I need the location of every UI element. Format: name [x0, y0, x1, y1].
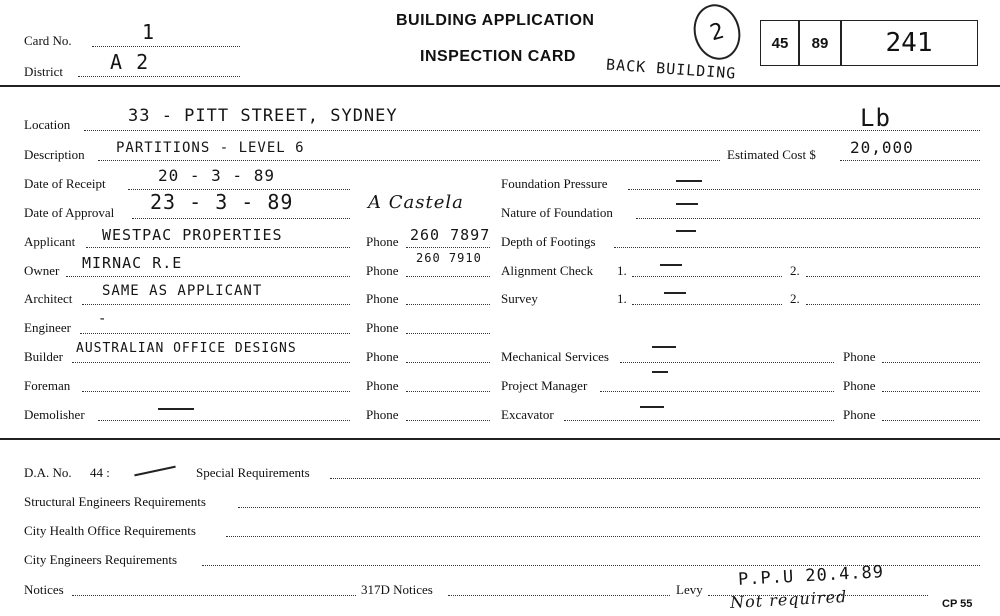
form-title-line2: INSPECTION CARD — [420, 48, 576, 65]
mechanical-services-label: Mechanical Services — [501, 349, 609, 364]
notices-line — [72, 595, 356, 596]
depth-of-footings-line — [614, 247, 980, 248]
demolisher-phone-line — [406, 420, 490, 421]
estimated-cost-label: Estimated Cost $ — [727, 147, 816, 162]
levy-label: Levy — [676, 582, 703, 597]
alignment-check-dash — [660, 264, 682, 266]
date-of-approval-value: 23 - 3 - 89 — [150, 190, 294, 214]
notices-label: Notices — [24, 582, 64, 597]
notices-317d-label: 317D Notices — [361, 582, 433, 597]
demolisher-phone-label: Phone — [366, 407, 399, 422]
nature-of-foundation-dash — [676, 203, 698, 205]
project-manager-line — [600, 391, 834, 392]
estimated-cost-value: 20,000 — [850, 138, 914, 157]
levy-value: P.P.U 20.4.89 — [737, 562, 885, 590]
foreman-label: Foreman — [24, 378, 71, 393]
description-line — [98, 160, 720, 161]
survey-line1 — [632, 304, 782, 305]
form-title-line1: BUILDING APPLICATION — [396, 12, 595, 29]
mechanical-services-dash — [652, 346, 676, 348]
city-health-line — [226, 536, 980, 537]
district-label: District — [24, 64, 63, 79]
excavator-label: Excavator — [501, 407, 554, 422]
date-of-receipt-value: 20 - 3 - 89 — [158, 166, 275, 185]
building-note: BACK BUILDING — [605, 55, 737, 83]
owner-label: Owner — [24, 263, 60, 278]
foreman-line — [82, 391, 350, 392]
demolisher-label: Demolisher — [24, 407, 85, 422]
da-no-value: 44 : — [90, 465, 110, 480]
district-value: A 2 — [110, 50, 150, 74]
architect-label: Architect — [24, 291, 73, 306]
builder-phone-label: Phone — [366, 349, 399, 364]
code-box-3: 241 — [840, 20, 978, 66]
survey-label: Survey — [501, 291, 538, 306]
description-label: Description — [24, 147, 85, 162]
applicant-label: Applicant — [24, 234, 76, 249]
foreman-phone-label: Phone — [366, 378, 399, 393]
owner-phone-value: 260 7910 — [416, 251, 482, 265]
builder-line — [72, 362, 350, 363]
structural-engineers-line — [238, 507, 980, 508]
project-manager-phone-line — [882, 391, 980, 392]
project-manager-dash — [652, 371, 668, 373]
owner-line — [66, 276, 350, 277]
code-box-1: 45 — [760, 20, 800, 66]
demolisher-line — [98, 420, 350, 421]
engineer-label: Engineer — [24, 320, 71, 335]
project-manager-label: Project Manager — [501, 378, 588, 393]
project-manager-phone-label: Phone — [843, 378, 876, 393]
mechanical-services-phone-line — [882, 362, 980, 363]
card-no-label: Card No. — [24, 33, 72, 48]
architect-phone-label: Phone — [366, 291, 399, 306]
architect-line — [82, 304, 350, 305]
date-of-receipt-label: Date of Receipt — [24, 176, 106, 191]
alignment-check-num2: 2. — [790, 263, 800, 278]
architect-phone-line — [406, 304, 490, 305]
owner-value: MIRNAC R.E — [82, 254, 183, 272]
approval-signature: A Castela — [368, 192, 464, 213]
applicant-phone-value: 260 7897 — [410, 226, 491, 244]
engineer-phone-label: Phone — [366, 320, 399, 335]
da-no-label: D.A. No. — [24, 465, 72, 480]
structural-engineers-label: Structural Engineers Requirements — [24, 494, 206, 509]
date-of-approval-line — [132, 218, 350, 219]
code-box-2: 89 — [798, 20, 842, 66]
location-label: Location — [24, 117, 71, 132]
district-line — [78, 76, 240, 77]
levy-note: Not required — [729, 586, 848, 613]
circled-number: 2 — [688, 0, 747, 65]
architect-value: SAME AS APPLICANT — [102, 283, 263, 299]
builder-value: AUSTRALIAN OFFICE DESIGNS — [76, 341, 297, 356]
card-no-value: 1 — [142, 20, 156, 44]
foundation-pressure-line — [628, 189, 980, 190]
location-line — [84, 130, 980, 131]
foundation-pressure-label: Foundation Pressure — [501, 176, 608, 191]
depth-of-footings-label: Depth of Footings — [501, 234, 596, 249]
form-code: CP 55 — [942, 598, 973, 610]
survey-num1: 1. — [617, 291, 627, 306]
applicant-phone-label: Phone — [366, 234, 399, 249]
nature-of-foundation-label: Nature of Foundation — [501, 205, 613, 220]
excavator-phone-label: Phone — [843, 407, 876, 422]
description-value: PARTITIONS - LEVEL 6 — [116, 140, 305, 156]
header-rule — [0, 85, 1000, 87]
survey-line2 — [806, 304, 980, 305]
location-value: 33 - PITT STREET, SYDNEY — [128, 106, 398, 126]
notices-317d-line — [448, 595, 670, 596]
engineer-phone-line — [406, 333, 490, 334]
applicant-line — [86, 247, 350, 248]
survey-dash — [664, 292, 686, 294]
engineer-line — [80, 333, 350, 334]
engineer-value: - — [98, 311, 108, 327]
date-of-approval-label: Date of Approval — [24, 205, 115, 220]
builder-label: Builder — [24, 349, 63, 364]
card-no-line — [92, 46, 240, 47]
survey-num2: 2. — [790, 291, 800, 306]
alignment-check-num1: 1. — [617, 263, 627, 278]
mechanical-services-line — [620, 362, 834, 363]
applicant-value: WESTPAC PROPERTIES — [102, 226, 283, 244]
applicant-phone-line — [406, 247, 490, 248]
alignment-check-label: Alignment Check — [501, 263, 594, 278]
location-code: Lb — [860, 104, 891, 132]
depth-of-footings-dash — [676, 230, 696, 232]
city-engineers-label: City Engineers Requirements — [24, 552, 178, 567]
mechanical-services-phone-label: Phone — [843, 349, 876, 364]
owner-phone-label: Phone — [366, 263, 399, 278]
estimated-cost-line — [840, 160, 980, 161]
alignment-check-line1 — [632, 276, 782, 277]
excavator-dash — [640, 406, 664, 408]
alignment-check-line2 — [806, 276, 980, 277]
excavator-phone-line — [882, 420, 980, 421]
city-health-label: City Health Office Requirements — [24, 523, 196, 538]
special-requirements-line — [330, 478, 980, 479]
builder-phone-line — [406, 362, 490, 363]
foreman-phone-line — [406, 391, 490, 392]
da-no-dash — [134, 466, 175, 477]
special-requirements-label: Special Requirements — [196, 465, 310, 480]
middle-rule — [0, 438, 1000, 440]
demolisher-dash — [158, 408, 194, 410]
owner-phone-line — [406, 276, 490, 277]
excavator-line — [564, 420, 834, 421]
nature-of-foundation-line — [636, 218, 980, 219]
foundation-pressure-dash — [676, 180, 702, 182]
